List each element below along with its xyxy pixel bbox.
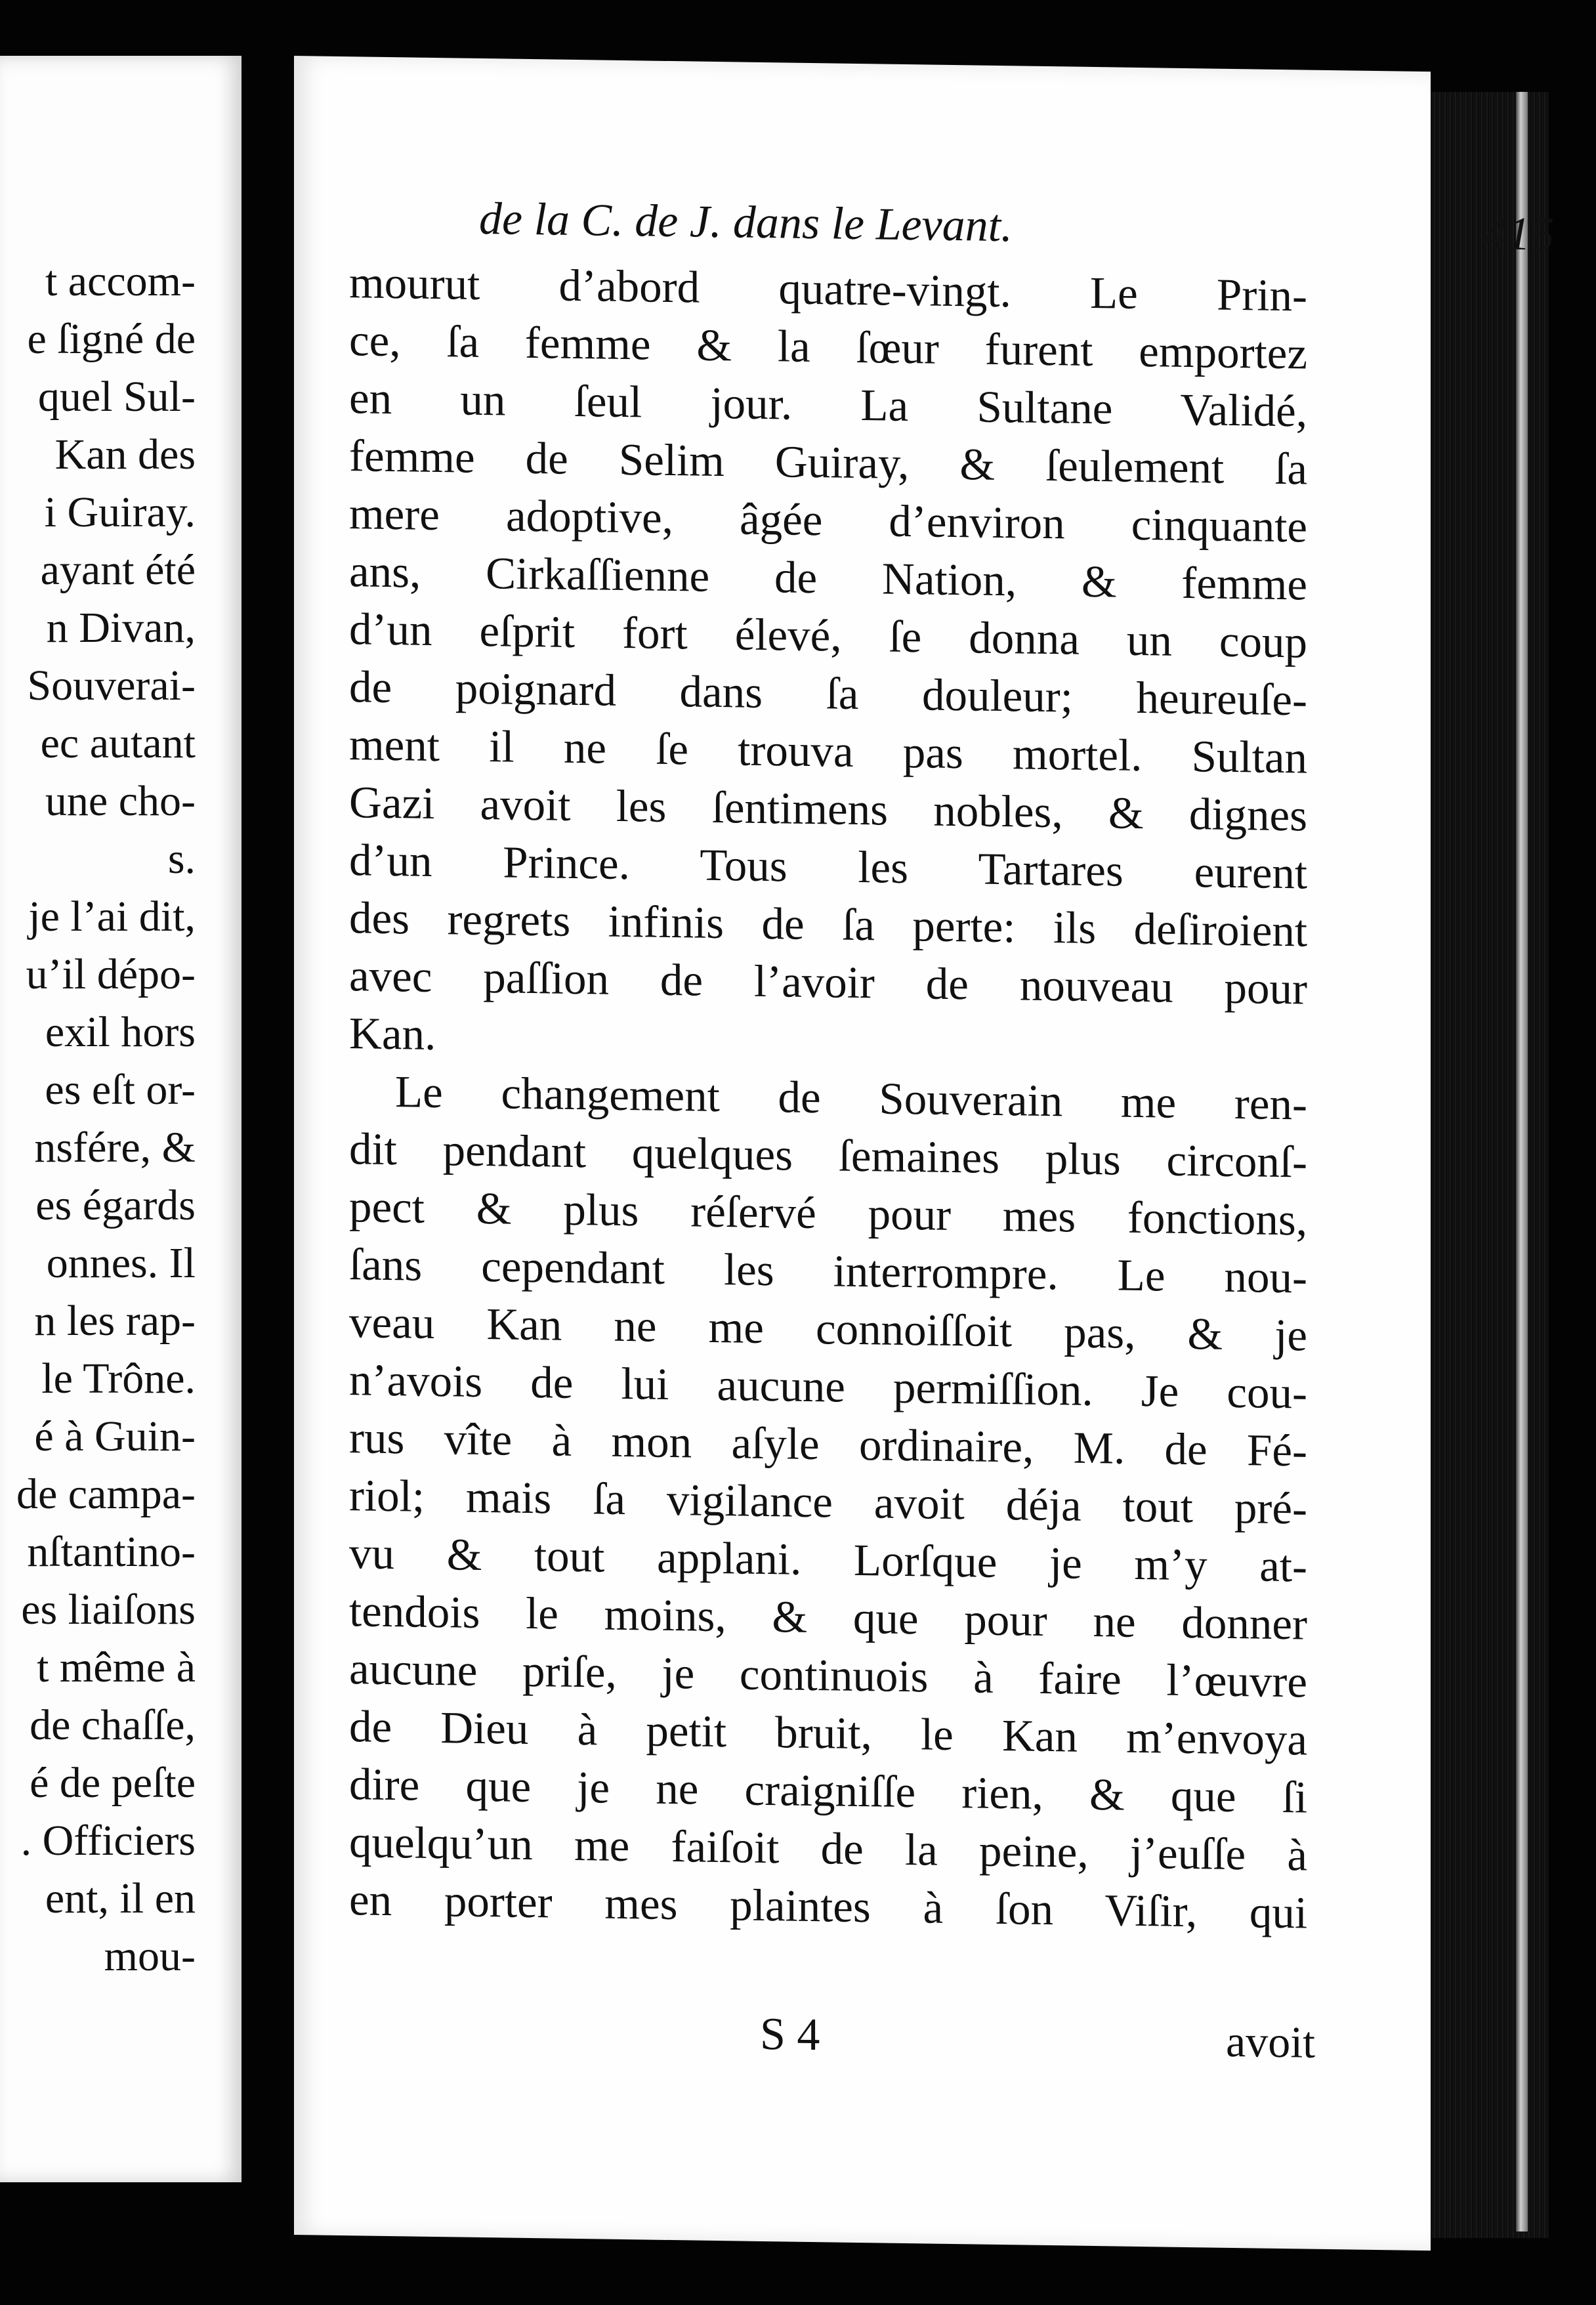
text-line: en un ſeul jour. La Sultane Validé, [349,373,1307,436]
text-line: ment il ne ſe trouva pas mortel. Sultan [349,719,1307,783]
left-text-line: nſtantino- [27,1528,196,1576]
text-line: Gazi avoit les ſentimens nobles, & dignes [349,777,1307,841]
text-line: mourut d’abord quatre-vingt. Le Prin- [349,257,1307,321]
left-text-line: ec autant [40,719,196,767]
left-text-line: es égards [35,1181,196,1229]
left-text-line: exil hors [45,1008,196,1056]
left-text-line: le Trône. [41,1355,196,1403]
text-line: d’un Prince. Tous les Tartares eurent [349,835,1307,899]
page-number: 415 [1483,207,1554,261]
left-text-line: é à Guin- [34,1412,196,1460]
left-text-line: quel Sul- [37,373,196,421]
text-line: dit pendant quelques ſemaines plus circonſ- [349,1124,1307,1187]
left-text-line: s. [167,835,196,883]
text-line: de poignard dans ſa douleur; heureuſe- [349,662,1307,725]
left-text-line: i Guiray. [44,488,196,536]
text-line: en porter mes plaintes à ſon Viſir, qui [349,1874,1307,1938]
left-text-line: de campa- [16,1470,196,1518]
text-line: riol; mais ſa vigilance avoit déja tout pré- [349,1470,1307,1534]
left-page-text [0,253,196,1985]
text-line: des regrets infinis de ſa perte: ils deſiroient [349,893,1307,956]
text-line: d’un eſprit fort élevé, ſe donna un coup [349,604,1307,667]
left-text-line: mou- [104,1932,196,1980]
text-line: ſans cependant les interrompre. Le nou- [349,1239,1307,1303]
page-edge-highlight [1516,92,1528,2231]
left-text-line: es liaiſons [21,1586,196,1634]
text-line: tendois le moins, & que pour ne donner [349,1586,1307,1649]
left-text-line: . Officiers [20,1817,196,1865]
left-text-line: onnes. Il [46,1239,196,1287]
text-line: mere adoptive, âgée d’environ cinquante [349,488,1307,552]
text-line: ans, Cirkaſſienne de Nation, & femme [349,546,1307,610]
text-line: dire que je ne craigniſſe rien, & que ſi [349,1759,1307,1823]
left-text-line: n les rap- [34,1297,196,1345]
paragraph-first-line: Le changement de Souverain me ren- [395,1067,1307,1130]
text-line: n’avois de lui aucune permiſſion. Je cou- [349,1355,1307,1418]
text-line: femme de Selim Guiray, & ſeulement ſa [349,431,1307,494]
left-text-line: ent, il en [45,1874,196,1922]
left-text-line: n Divan, [46,604,196,652]
left-text-line: je l’ai dit, [28,893,196,941]
left-text-line: é de peſte [30,1759,196,1807]
page-edges-block [1418,92,1549,2238]
text-line: de Dieu à petit bruit, le Kan m’envoya [349,1701,1307,1765]
text-line: rus vîte à mon aſyle ordinaire, M. de Fé- [349,1412,1307,1476]
left-text-line: Souverai- [27,662,196,709]
left-text-line: e ſigné de [27,315,196,363]
body-text [349,253,1307,1941]
text-line: aucune priſe, je continuois à faire l’œuvre [349,1643,1307,1707]
text-line: pect & plus réſervé pour mes fonctions, [349,1181,1307,1245]
left-text-line: es eſt or- [45,1066,196,1114]
catchword: avoit [1226,2016,1315,2067]
left-text-line: de chaſſe, [30,1701,196,1749]
text-line: veau Kan ne me connoiſſoit pas, & je [349,1297,1307,1361]
left-text-line: u’il dépo- [26,950,196,998]
left-text-line: Kan des [54,431,196,478]
left-text-line: t accom- [45,257,196,305]
left-page [0,56,242,2182]
text-line: Kan. [349,1008,436,1060]
text-line: quelqu’un me faiſoit de la peine, j’euſſe à [349,1817,1307,1880]
left-text-line: une cho- [45,777,196,825]
running-head: de la C. de J. dans le Levant. [479,193,1013,252]
signature-mark: S 4 [760,2008,820,2061]
left-text-line: nsfére, & [34,1124,196,1172]
text-line: avec paſſion de l’avoir de nouveau pour [349,950,1307,1014]
left-text-line: t même à [37,1643,196,1691]
text-line: vu & tout applani. Lorſque je m’y at- [349,1528,1307,1592]
left-text-line: ayant été [40,546,196,594]
text-line: ce, ſa femme & la ſœur furent emportez [349,315,1307,379]
right-page [294,56,1554,2251]
